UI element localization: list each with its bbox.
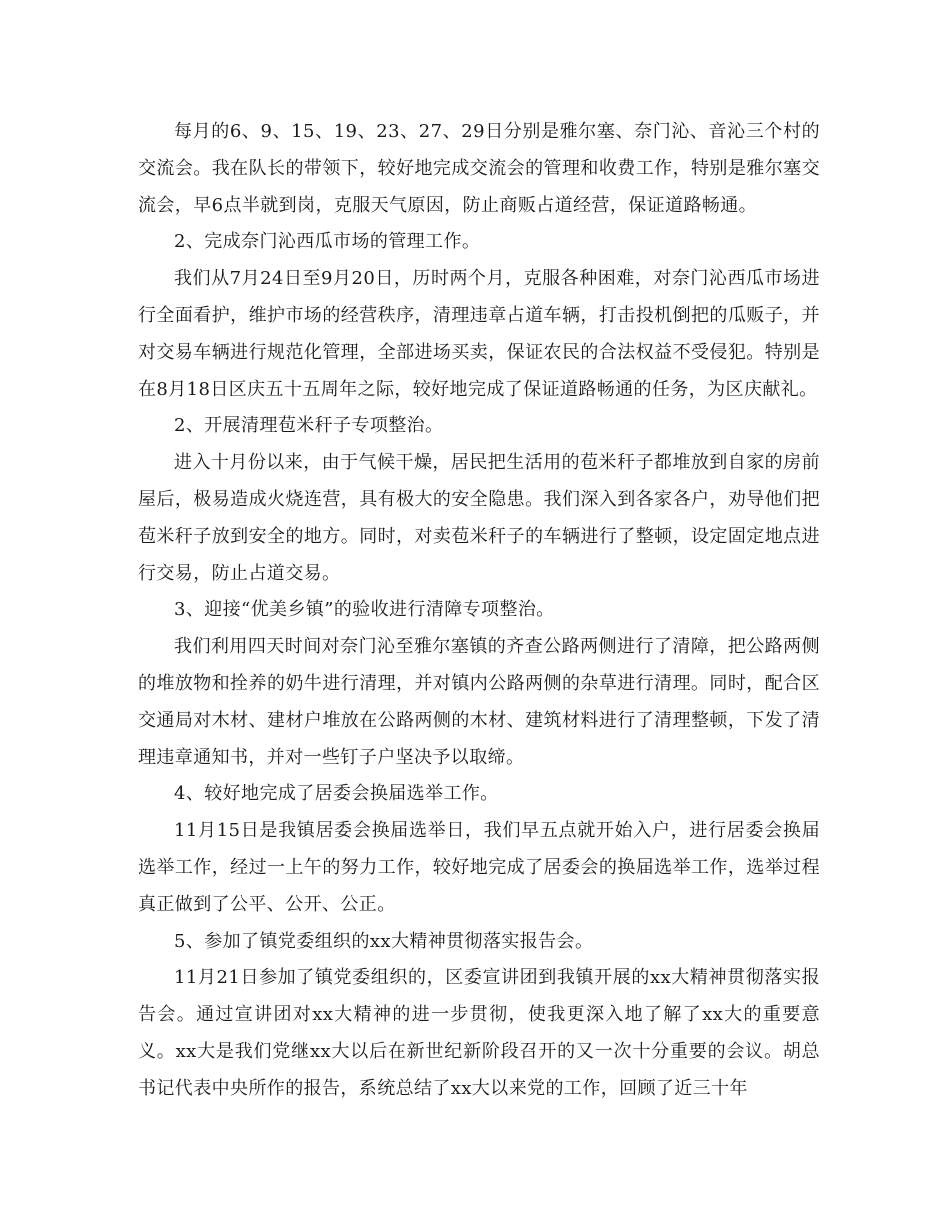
paragraph-report-meeting: 11月21日参加了镇党委组织的，区委宣讲团到我镇开展的xx大精神贯彻落实报告会。通过宣讲团对xx大精神的进一步贯彻，使我更深入地了解了xx大的重要意义。xx大是我们党继xx大以后在新世纪新阶段召开的又一次十分重要的会议。胡总书记代表中央所作的报告，系统总结了xx大以来党的工作，回顾了近三十年 xyxy=(138,967,820,1099)
paragraph-election: 11月15日是我镇居委会换届选举日，我们早五点就开始入户，进行居委会换届选举工作，经过一上午的努力工作，较好地完成了居委会的换届选举工作，选举过程真正做到了公平、公开、公正。 xyxy=(138,820,820,915)
heading-report-meeting: 5、参加了镇党委组织的xx大精神贯彻落实报告会。 xyxy=(174,930,594,952)
paragraph-beautiful-township: 我们利用四天时间对奈门沁至雅尔塞镇的齐查公路两侧进行了清障，把公路两侧的堆放物和拴养的奶牛进行清理，并对镇内公路两侧的杂草进行清理。同时，配合区交通局对木材、建材户堆放在公路两侧的木材、建筑材料进行了清理整顿，下发了清理违章通知书，并对一些钉子户坚决予以取缔。 xyxy=(138,636,820,768)
document-body xyxy=(138,114,820,1108)
heading-corn-stalk-cleanup: 2、开展清理苞米秆子专项整治。 xyxy=(174,415,444,437)
heading-election: 4、较好地完成了居委会换届选举工作。 xyxy=(174,783,499,805)
heading-beautiful-township: 3、迎接“优美乡镇”的验收进行清障专项整治。 xyxy=(174,599,555,621)
heading-watermelon-market: 2、完成奈门沁西瓜市场的管理工作。 xyxy=(174,231,481,253)
paragraph-market-fairs: 每月的6、9、15、19、23、27、29日分别是雅尔塞、奈门沁、音沁三个村的交流会。我在队长的带领下，较好地完成交流会的管理和收费工作，特别是雅尔塞交流会，早6点半就到岗，克服天气原因，防止商贩占道经营，保证道路畅通。 xyxy=(138,121,820,216)
paragraph-corn-stalk-cleanup: 进入十月份以来，由于气候干燥，居民把生活用的苞米秆子都堆放到自家的房前屋后，极易造成火烧连营，具有极大的安全隐患。我们深入到各家各户，劝导他们把苞米秆子放到安全的地方。同时，对卖苞米秆子的车辆进行了整顿，设定固定地点进行交易，防止占道交易。 xyxy=(138,452,820,584)
paragraph-watermelon-market: 我们从7月24日至9月20日，历时两个月，克服各种困难，对奈门沁西瓜市场进行全面看护，维护市场的经营秩序，清理违章占道车辆，打击投机倒把的瓜贩子，并对交易车辆进行规范化管理，全部进场买卖，保证农民的合法权益不受侵犯。特别是在8月18日区庆五十五周年之际，较好地完成了保证道路畅通的任务，为区庆献礼。 xyxy=(138,268,820,400)
